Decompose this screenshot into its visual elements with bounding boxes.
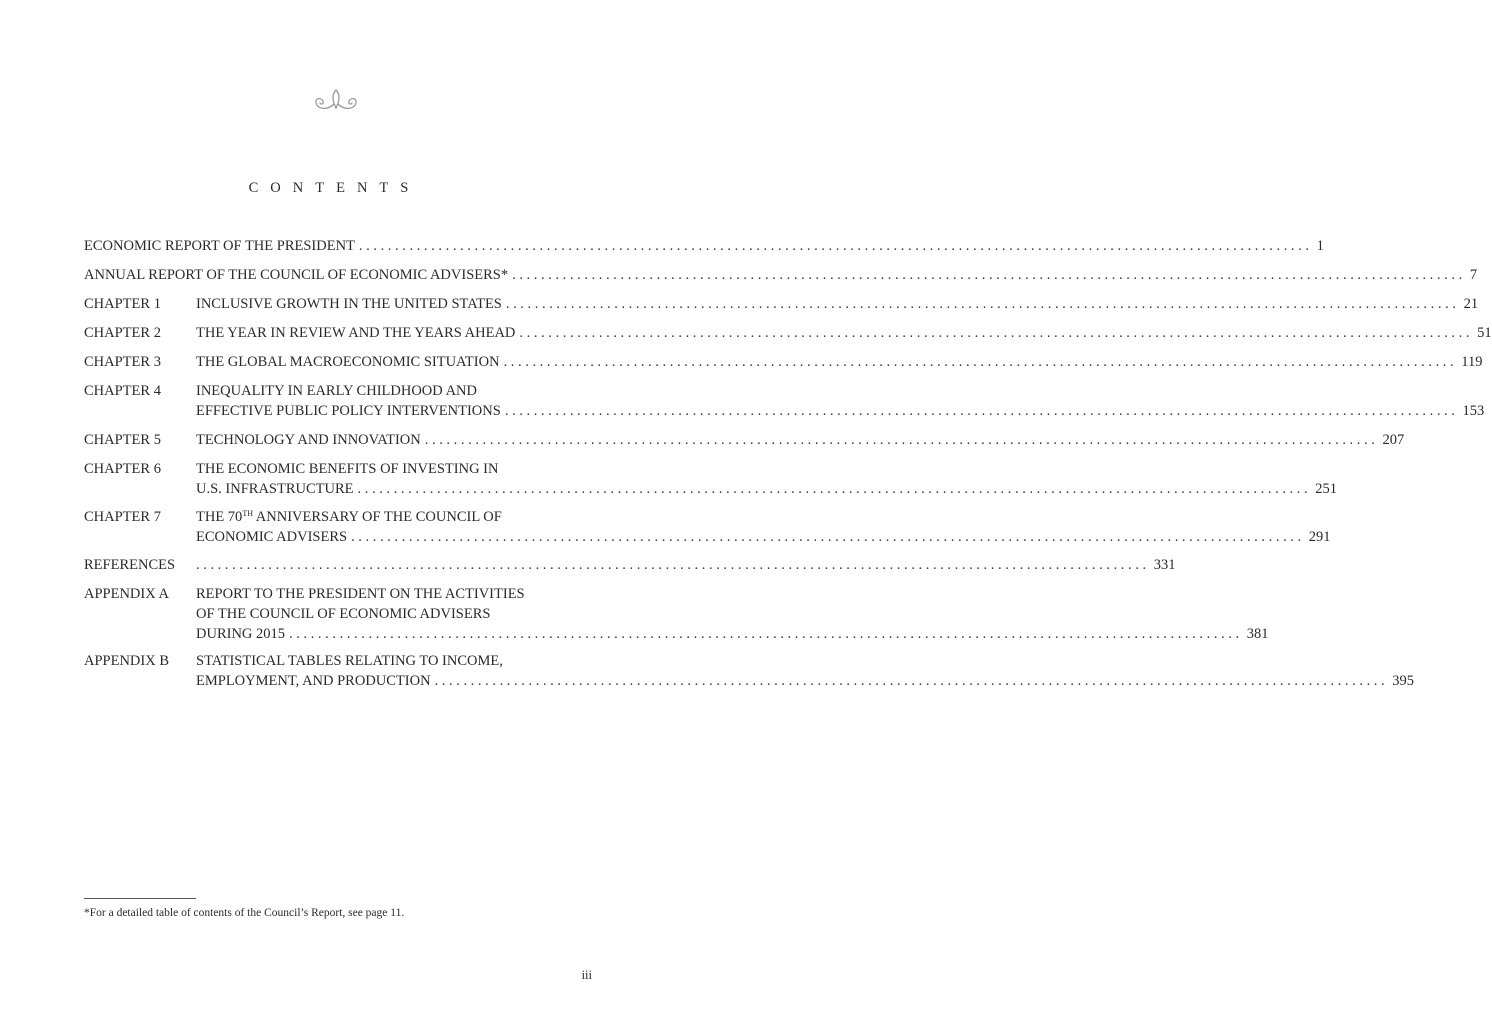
dot-leader: ....................................................................................................................................	[504, 403, 1459, 419]
dot-leader: ....................................................................................................................................	[519, 325, 1474, 341]
dot-leader: ....................................................................................................................................	[289, 626, 1243, 642]
dot-leader: ....................................................................................................................................	[505, 296, 1460, 312]
toc-entry-title: THE GLOBAL MACROECONOMIC SITUATION	[196, 354, 500, 370]
toc-entry-chapter-6[interactable]	[84, 459, 1337, 499]
toc-entry-title-continued: DURING 2015	[196, 626, 286, 642]
toc-entry-references[interactable]	[84, 555, 1176, 575]
toc-entry-title: THE 70	[196, 509, 243, 525]
toc-page-number: 291	[1308, 529, 1331, 545]
toc-entry-title: ECONOMIC REPORT OF THE PRESIDENT	[84, 238, 355, 254]
toc-entry-appendix-a[interactable]	[84, 584, 1269, 644]
footnote: *For a detailed table of contents of the Council’s Report, see page 11.	[84, 907, 405, 919]
dot-leader: ....................................................................................................................................	[512, 267, 1466, 283]
dot-leader: ....................................................................................................................................	[503, 354, 1458, 370]
toc-page-number: 51	[1477, 325, 1492, 341]
toc-entry-label: CHAPTER 4	[84, 383, 161, 399]
toc-entry-title: INEQUALITY IN EARLY CHILDHOOD AND	[196, 383, 477, 399]
toc-entry-title: TECHNOLOGY AND INNOVATION	[196, 432, 421, 448]
toc-entry-title: STATISTICAL TABLES RELATING TO INCOME,	[196, 653, 503, 669]
toc-page-number: 331	[1153, 557, 1176, 573]
dot-leader: ....................................................................................................................................	[196, 557, 1150, 573]
toc-page-number: 207	[1382, 432, 1405, 448]
toc-entry-title-continued: OF THE COUNCIL OF ECONOMIC ADVISERS	[196, 606, 491, 622]
toc-entry-title: REPORT TO THE PRESIDENT ON THE ACTIVITIES	[196, 586, 525, 602]
toc-page-number: 153	[1462, 403, 1485, 419]
dot-leader: ....................................................................................................................................	[357, 481, 1312, 497]
toc-entry-label: CHAPTER 7	[84, 509, 161, 525]
toc-entry-title: THE ECONOMIC BENEFITS OF INVESTING IN	[196, 461, 499, 477]
toc-entry-title-continued: EMPLOYMENT, AND PRODUCTION	[196, 673, 431, 689]
toc-page-number: 7	[1469, 267, 1478, 283]
toc-entry-chapter-4[interactable]	[84, 381, 1485, 421]
flourish-ornament-icon	[310, 86, 362, 112]
toc-entry-title: ANNUAL REPORT OF THE COUNCIL OF ECONOMIC ADVISERS*	[84, 267, 509, 283]
toc-entry-chapter-5[interactable]	[84, 430, 1405, 450]
toc-entry-chapter-7[interactable]	[84, 507, 1331, 547]
page-title: CONTENTS	[248, 180, 421, 196]
toc-page-number: 395	[1392, 673, 1415, 689]
toc-entry-title: THE YEAR IN REVIEW AND THE YEARS AHEAD	[196, 325, 516, 341]
toc-entry-economic-report[interactable]	[84, 236, 1324, 256]
toc-entry-label: REFERENCES	[84, 557, 176, 573]
toc-entry-label: APPENDIX B	[84, 653, 169, 669]
toc-entry-annual-report[interactable]	[84, 265, 1478, 285]
toc-entry-chapter-3[interactable]	[84, 352, 1483, 372]
toc-entry-label: APPENDIX A	[84, 586, 169, 602]
toc-entry-title-continued: U.S. INFRASTRUCTURE	[196, 481, 354, 497]
toc-entry-label: CHAPTER 2	[84, 325, 161, 341]
toc-page-number: 381	[1246, 626, 1269, 642]
toc-page-number: 251	[1315, 481, 1337, 497]
toc-entry-title-rest: ANNIVERSARY OF THE COUNCIL OF	[252, 509, 502, 525]
page-number: iii	[581, 968, 592, 982]
dot-leader: ....................................................................................................................................	[434, 673, 1389, 689]
toc-entry-label: CHAPTER 1	[84, 296, 161, 312]
toc-entry-title-continued: EFFECTIVE PUBLIC POLICY INTERVENTIONS	[196, 403, 501, 419]
dot-leader: ....................................................................................................................................	[424, 432, 1379, 448]
toc-entry-chapter-2[interactable]	[84, 323, 1492, 343]
toc-entry-label: CHAPTER 6	[84, 461, 161, 477]
toc-entry-appendix-b[interactable]	[84, 651, 1415, 691]
dot-leader: ....................................................................................................................................	[358, 238, 1313, 254]
toc-entry-title: INCLUSIVE GROWTH IN THE UNITED STATES	[196, 296, 502, 312]
toc-entry-label: CHAPTER 3	[84, 354, 161, 370]
footnote-divider	[84, 898, 196, 899]
toc-entry-label: CHAPTER 5	[84, 432, 161, 448]
toc-page-number: 1	[1316, 238, 1324, 254]
dot-leader: ....................................................................................................................................	[351, 529, 1305, 545]
toc-page-number: 21	[1463, 296, 1479, 312]
toc-entry-chapter-1[interactable]	[84, 294, 1479, 314]
toc-entry-title-continued: ECONOMIC ADVISERS	[196, 529, 348, 545]
toc-page-number: 119	[1461, 354, 1483, 370]
superscript-th: TH	[242, 509, 253, 518]
